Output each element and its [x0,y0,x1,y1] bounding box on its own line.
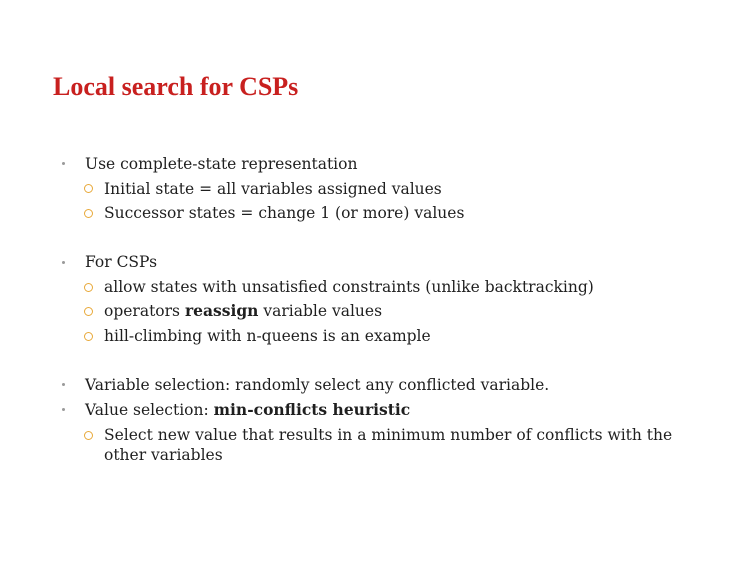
sub-bullet-ring-icon [84,307,93,316]
bullet-2-sub-3: hill-climbing with n-queens is an example [104,327,431,345]
bullet-dot-icon [62,383,65,386]
bullet-dot-icon [62,408,65,411]
bullet-4-sub-1-cont: other variables [104,446,223,464]
bullet-2-sub-1: allow states with unsatisfied constraints (unlike backtracking) [104,278,594,296]
sub-bullet-ring-icon [84,184,93,193]
bullet-dot-icon [62,162,65,165]
sub-bullet-ring-icon [84,431,93,440]
bullet-2: For CSPs [85,253,158,271]
bullet-1-sub-2: Successor states = change 1 (or more) values [104,204,465,222]
bullet-4 [85,400,410,420]
sub-bullet-ring-icon [84,332,93,341]
bullet-1-sub-1: Initial state = all variables assigned values [104,180,442,198]
bullet-4-bold: min-conflicts heuristic [213,400,411,419]
bullet-2-sub-2-post: variable values [258,302,383,320]
sub-bullet-ring-icon [84,283,93,292]
bullet-4-pre: Value selection: [85,401,214,419]
bullet-2-sub-2 [104,301,382,321]
bullet-4-sub-1: Select new value that results in a minimum number of conflicts with the [104,426,673,444]
slide-title: Local search for CSPs [53,72,299,101]
bullet-1: Use complete-state representation [85,155,358,173]
sub-bullet-ring-icon [84,209,93,218]
bullet-3: Variable selection: randomly select any conflicted variable. [85,376,550,394]
bullet-2-sub-2-pre: operators [104,302,185,320]
bullet-2-sub-2-bold: reassign [184,301,259,320]
bullet-dot-icon [62,261,65,264]
